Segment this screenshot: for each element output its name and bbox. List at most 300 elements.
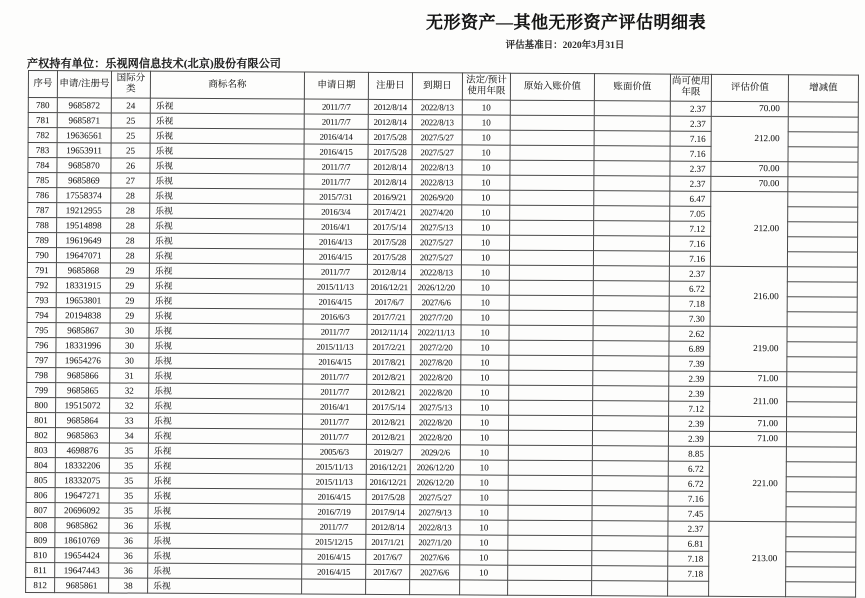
legal-years-cell: 10 — [460, 565, 508, 580]
book-value-cell — [593, 251, 669, 266]
trademark-name-cell: 乐视 — [149, 308, 303, 324]
appraised-value-cell: 70.00 — [711, 161, 788, 176]
legal-years-cell: 10 — [461, 370, 509, 385]
apply-date-cell: 2015/11/13 — [303, 279, 367, 294]
seq-cell: 780 — [28, 98, 57, 113]
original-value-cell — [508, 475, 592, 490]
seq-cell: 791 — [27, 262, 56, 277]
intl-class-cell: 24 — [111, 98, 150, 113]
book-value-cell — [594, 101, 670, 116]
remaining-years-cell: 2.39 — [669, 371, 710, 386]
intl-class-cell: 25 — [111, 128, 150, 143]
apply-date-cell: 2005/6/3 — [302, 444, 366, 459]
seq-cell: 788 — [28, 218, 57, 233]
intl-class-cell: 38 — [109, 578, 148, 593]
original-value-cell — [510, 235, 594, 250]
delta-value-cell — [787, 387, 857, 402]
expiry-date-cell: 2027/2/20 — [411, 340, 461, 355]
delta-value-cell — [788, 117, 858, 132]
register-date-cell: 2012/8/21 — [367, 384, 411, 399]
trademark-name-cell: 乐视 — [150, 113, 304, 129]
book-value-cell — [593, 311, 669, 326]
register-date-cell: 2012/8/21 — [367, 369, 411, 384]
original-value-cell — [509, 310, 593, 325]
apply-date-cell: 2016/4/15 — [302, 549, 366, 564]
seq-cell: 812 — [26, 577, 55, 592]
seq-cell: 783 — [28, 143, 57, 158]
delta-value-cell — [787, 267, 857, 282]
delta-value-cell — [788, 192, 858, 207]
legal-years-cell: 10 — [460, 550, 508, 565]
reg-no-cell: 4698876 — [55, 443, 109, 458]
apply-date-cell: 2016/4/1 — [303, 399, 367, 414]
seq-cell: 810 — [26, 547, 55, 562]
trademark-name-cell: 乐视 — [149, 353, 303, 369]
trademark-name-cell: 乐视 — [150, 128, 304, 144]
expiry-date-cell: 2027/6/6 — [410, 550, 460, 565]
expiry-date-cell: 2022/8/20 — [411, 385, 461, 400]
original-value-cell — [510, 190, 594, 205]
apply-date-cell: 2011/7/7 — [302, 429, 366, 444]
expiry-date-cell: 2022/8/13 — [412, 160, 462, 175]
original-value-cell — [509, 325, 593, 340]
appraised-value-cell: 216.00 — [710, 266, 787, 326]
apply-date-cell: 2011/7/7 — [302, 519, 366, 534]
expiry-date-cell: 2022/8/20 — [411, 370, 461, 385]
seq-cell: 796 — [27, 337, 56, 352]
original-value-cell — [508, 550, 592, 565]
delta-value-cell — [788, 102, 858, 117]
original-value-cell — [509, 355, 593, 370]
trademark-name-cell: 乐视 — [150, 233, 304, 249]
reg-no-cell: 18331996 — [56, 338, 110, 353]
remaining-years-cell: 7.18 — [668, 551, 709, 566]
legal-years-cell: 10 — [460, 415, 508, 430]
apply-date-cell: 2011/7/7 — [304, 174, 368, 189]
trademark-name-cell: 乐视 — [148, 473, 302, 489]
appraised-value-cell: 70.00 — [711, 176, 788, 191]
intl-class-cell: 35 — [109, 443, 148, 458]
register-date-cell: 2016/12/21 — [366, 459, 410, 474]
intl-class-cell: 28 — [111, 233, 150, 248]
original-value-cell — [509, 370, 593, 385]
trademark-name-cell: 乐视 — [148, 488, 302, 504]
reg-no-cell: 19647271 — [55, 488, 109, 503]
delta-value-cell — [786, 522, 856, 537]
appraised-value-cell: 71.00 — [710, 371, 787, 386]
remaining-years-cell: 2.37 — [670, 176, 711, 191]
register-date-cell: 2012/8/14 — [366, 519, 410, 534]
apply-date-cell: 2011/7/7 — [304, 159, 368, 174]
register-date-cell: 2016/12/21 — [367, 279, 411, 294]
original-value-cell — [510, 115, 594, 130]
reg-no-cell: 9685871 — [57, 113, 111, 128]
legal-years-cell: 10 — [462, 115, 510, 130]
seq-cell: 805 — [26, 472, 55, 487]
reg-no-cell: 9685863 — [55, 428, 109, 443]
original-value-cell — [510, 205, 594, 220]
remaining-years-cell: 6.72 — [668, 476, 709, 491]
delta-value-cell — [786, 477, 856, 492]
register-date-cell: 2017/5/14 — [368, 219, 412, 234]
header-trademark-name: 商标名称 — [150, 71, 304, 99]
delta-value-cell — [787, 327, 857, 342]
register-date-cell: 2017/8/21 — [367, 354, 411, 369]
register-date-cell — [366, 579, 410, 594]
intl-class-cell: 29 — [110, 263, 149, 278]
trademark-name-cell: 乐视 — [149, 383, 303, 399]
appraised-value-cell: 212.00 — [711, 116, 788, 161]
intl-class-cell: 35 — [109, 488, 148, 503]
remaining-years-cell: 2.37 — [670, 116, 711, 131]
original-value-cell — [508, 445, 592, 460]
remaining-years-cell: 7.05 — [670, 206, 711, 221]
apply-date-cell: 2016/4/14 — [304, 129, 368, 144]
intl-class-cell: 36 — [109, 548, 148, 563]
header-delta: 增减值 — [788, 75, 858, 102]
trademark-name-cell: 乐视 — [150, 98, 304, 114]
register-date-cell: 2012/8/14 — [368, 159, 412, 174]
legal-years-cell: 10 — [461, 340, 509, 355]
register-date-cell: 2012/8/14 — [368, 99, 412, 114]
expiry-date-cell: 2026/12/20 — [410, 460, 460, 475]
header-remaining-years: 尚可使用年限 — [670, 74, 711, 101]
reg-no-cell: 19654276 — [56, 353, 110, 368]
original-value-cell — [510, 160, 594, 175]
expiry-date-cell: 2022/8/13 — [410, 520, 460, 535]
expiry-date-cell: 2027/5/27 — [412, 235, 462, 250]
book-value-cell — [592, 491, 668, 506]
original-value-cell — [510, 175, 594, 190]
apply-date-cell: 2015/7/31 — [304, 189, 368, 204]
seq-cell: 792 — [27, 277, 56, 292]
reg-no-cell: 19514898 — [57, 218, 111, 233]
legal-years-cell: 10 — [462, 100, 510, 115]
trademark-name-cell: 乐视 — [150, 188, 304, 204]
remaining-years-cell: 8.85 — [668, 446, 709, 461]
remaining-years-cell: 7.39 — [669, 356, 710, 371]
intl-class-cell: 32 — [110, 398, 149, 413]
book-value-cell — [592, 476, 668, 491]
book-value-cell — [592, 521, 668, 536]
seq-cell: 793 — [27, 292, 56, 307]
legal-years-cell: 10 — [460, 520, 508, 535]
legal-years-cell: 10 — [462, 205, 510, 220]
header-legal-years: 法定/预计使用年限 — [462, 73, 510, 100]
legal-years-cell: 10 — [460, 490, 508, 505]
reg-no-cell: 9685864 — [56, 413, 110, 428]
legal-years-cell: 10 — [461, 295, 509, 310]
legal-years-cell: 10 — [460, 460, 508, 475]
reg-no-cell: 19619649 — [57, 233, 111, 248]
register-date-cell: 2016/9/21 — [368, 189, 412, 204]
seq-cell: 795 — [27, 322, 56, 337]
trademark-name-cell: 乐视 — [149, 338, 303, 354]
original-value-cell — [509, 400, 593, 415]
apply-date-cell: 2016/6/3 — [303, 309, 367, 324]
register-date-cell: 2017/5/28 — [368, 129, 412, 144]
delta-value-cell — [786, 507, 856, 522]
intl-class-cell: 36 — [109, 533, 148, 548]
expiry-date-cell: 2027/6/6 — [411, 295, 461, 310]
appraised-value-cell: 221.00 — [709, 446, 786, 521]
book-value-cell — [594, 176, 670, 191]
delta-value-cell — [786, 537, 856, 552]
book-value-cell — [592, 461, 668, 476]
reg-no-cell: 18331915 — [56, 278, 110, 293]
appraised-value-cell: 70.00 — [711, 101, 788, 116]
legal-years-cell: 10 — [462, 175, 510, 190]
header-reg-no: 申请/注册号 — [57, 71, 111, 98]
register-date-cell: 2017/6/7 — [366, 564, 410, 579]
trademark-name-cell: 乐视 — [149, 248, 303, 264]
apply-date-cell: 2016/4/13 — [304, 234, 368, 249]
apply-date-cell: 2015/11/13 — [303, 339, 367, 354]
seq-cell: 794 — [27, 307, 56, 322]
reg-no-cell: 18610769 — [55, 533, 109, 548]
intl-class-cell: 28 — [111, 218, 150, 233]
book-value-cell — [593, 281, 669, 296]
book-value-cell — [592, 566, 668, 581]
reg-no-cell: 19653801 — [56, 293, 110, 308]
property-holder-line: 产权持有单位：乐视网信息技术(北京)股份有限公司 — [27, 58, 282, 70]
trademark-name-cell: 乐视 — [148, 563, 302, 579]
expiry-date-cell: 2029/2/6 — [410, 445, 460, 460]
valuation-base-date: 评估基准日：2020年3月31日 — [505, 41, 625, 51]
remaining-years-cell: 7.16 — [669, 236, 710, 251]
remaining-years-cell: 2.39 — [668, 416, 709, 431]
legal-years-cell: 10 — [460, 535, 508, 550]
book-value-cell — [594, 206, 670, 221]
remaining-years-cell: 2.37 — [668, 521, 709, 536]
original-value-cell — [509, 265, 593, 280]
expiry-date-cell: 2022/11/13 — [411, 325, 461, 340]
appraised-value-cell: 211.00 — [710, 386, 787, 416]
seq-cell: 800 — [27, 397, 56, 412]
delta-value-cell — [787, 312, 857, 327]
book-value-cell — [592, 581, 668, 596]
apply-date-cell: 2011/7/7 — [304, 99, 368, 114]
expiry-date-cell: 2027/8/20 — [411, 355, 461, 370]
delta-value-cell — [787, 252, 857, 267]
reg-no-cell: 9685870 — [57, 158, 111, 173]
appraised-value-cell: 213.00 — [709, 521, 786, 596]
intl-class-cell: 28 — [111, 203, 150, 218]
expiry-date-cell: 2027/5/27 — [411, 250, 461, 265]
legal-years-cell: 10 — [462, 160, 510, 175]
delta-value-cell — [786, 492, 856, 507]
trademark-name-cell: 乐视 — [149, 323, 303, 339]
reg-no-cell: 9685861 — [55, 578, 109, 593]
delta-value-cell — [787, 342, 857, 357]
intl-class-cell: 34 — [109, 428, 148, 443]
original-value-cell — [508, 580, 592, 595]
legal-years-cell: 10 — [462, 190, 510, 205]
delta-value-cell — [786, 432, 856, 447]
register-date-cell: 2017/1/21 — [366, 534, 410, 549]
remaining-years-cell: 7.16 — [669, 251, 710, 266]
trademark-name-cell: 乐视 — [148, 578, 302, 594]
remaining-years-cell: 7.12 — [669, 401, 710, 416]
intl-class-cell: 36 — [109, 518, 148, 533]
intl-class-cell: 30 — [110, 323, 149, 338]
intl-class-cell: 27 — [111, 173, 150, 188]
reg-no-cell: 9685869 — [57, 173, 111, 188]
original-value-cell — [509, 340, 593, 355]
reg-no-cell: 17558374 — [57, 188, 111, 203]
original-value-cell — [509, 250, 593, 265]
legal-years-cell: 10 — [461, 265, 509, 280]
reg-no-cell: 19515072 — [56, 398, 110, 413]
register-date-cell: 2012/8/14 — [368, 174, 412, 189]
remaining-years-cell: 2.62 — [669, 326, 710, 341]
apply-date-cell: 2016/7/19 — [302, 504, 366, 519]
seq-cell: 804 — [26, 457, 55, 472]
appraised-value-cell: 219.00 — [710, 326, 787, 371]
reg-no-cell: 20696092 — [55, 503, 109, 518]
header-register-date: 注册日 — [368, 72, 412, 99]
legal-years-cell: 10 — [461, 325, 509, 340]
book-value-cell — [592, 416, 668, 431]
apply-date-cell: 2015/12/15 — [302, 534, 366, 549]
register-date-cell: 2017/9/14 — [366, 504, 410, 519]
intl-class-cell: 31 — [110, 368, 149, 383]
intl-class-cell: 28 — [111, 188, 150, 203]
register-date-cell: 2017/6/7 — [366, 549, 410, 564]
delta-value-cell — [787, 297, 857, 312]
seq-cell: 785 — [28, 173, 57, 188]
delta-value-cell — [786, 567, 856, 582]
apply-date-cell: 2011/7/7 — [303, 384, 367, 399]
reg-no-cell: 19654424 — [55, 548, 109, 563]
trademark-name-cell: 乐视 — [148, 443, 302, 459]
book-value-cell — [593, 341, 669, 356]
remaining-years-cell: 6.72 — [668, 461, 709, 476]
seq-cell: 807 — [26, 502, 55, 517]
expiry-date-cell: 2027/5/27 — [412, 130, 462, 145]
delta-value-cell — [788, 162, 858, 177]
apply-date-cell: 2016/4/15 — [303, 294, 367, 309]
seq-cell: 811 — [26, 562, 55, 577]
table-body — [26, 98, 859, 598]
page-title: 无形资产—其他无形资产评估明细表 — [426, 13, 706, 32]
apply-date-cell: 2016/4/15 — [304, 144, 368, 159]
trademark-name-cell: 乐视 — [148, 428, 302, 444]
header-expiry-date: 到期日 — [412, 73, 462, 100]
trademark-name-cell: 乐视 — [149, 368, 303, 384]
register-date-cell: 2017/4/21 — [368, 204, 412, 219]
original-value-cell — [508, 520, 592, 535]
header-apply-date: 申请日期 — [304, 72, 368, 99]
register-date-cell: 2017/5/28 — [368, 234, 412, 249]
legal-years-cell: 10 — [461, 280, 509, 295]
legal-years-cell: 10 — [460, 445, 508, 460]
book-value-cell — [594, 116, 670, 131]
remaining-years-cell: 2.39 — [668, 431, 709, 446]
intl-class-cell: 30 — [110, 353, 149, 368]
apply-date-cell: 2016/3/4 — [304, 204, 368, 219]
original-value-cell — [509, 280, 593, 295]
intl-class-cell: 25 — [111, 113, 150, 128]
book-value-cell — [594, 146, 670, 161]
apply-date-cell: 2016/4/15 — [303, 354, 367, 369]
remaining-years-cell: 7.12 — [670, 221, 711, 236]
seq-cell: 801 — [27, 412, 56, 427]
delta-value-cell — [786, 582, 856, 597]
expiry-date-cell: 2027/5/13 — [411, 400, 461, 415]
apply-date-cell: 2011/7/7 — [304, 114, 368, 129]
delta-value-cell — [787, 402, 857, 417]
expiry-date-cell: 2022/8/13 — [412, 115, 462, 130]
book-value-cell — [593, 371, 669, 386]
original-value-cell — [509, 295, 593, 310]
original-value-cell — [508, 415, 592, 430]
intl-class-cell: 29 — [110, 293, 149, 308]
reg-no-cell: 19636561 — [57, 128, 111, 143]
seq-cell: 782 — [28, 128, 57, 143]
reg-no-cell: 20194838 — [56, 308, 110, 323]
legal-years-cell: 10 — [462, 145, 510, 160]
remaining-years-cell: 6.81 — [668, 536, 709, 551]
remaining-years-cell: 7.18 — [669, 296, 710, 311]
expiry-date-cell: 2022/8/13 — [412, 175, 462, 190]
remaining-years-cell — [668, 581, 709, 596]
remaining-years-cell: 6.72 — [669, 281, 710, 296]
trademark-name-cell: 乐视 — [149, 413, 303, 429]
delta-value-cell — [788, 132, 858, 147]
legal-years-cell: 10 — [462, 220, 510, 235]
seq-cell: 809 — [26, 532, 55, 547]
book-value-cell — [594, 161, 670, 176]
remaining-years-cell: 7.30 — [669, 311, 710, 326]
trademark-name-cell: 乐视 — [148, 503, 302, 519]
apply-date-cell: 2011/7/7 — [303, 369, 367, 384]
delta-value-cell — [786, 447, 856, 462]
remaining-years-cell: 7.16 — [670, 146, 711, 161]
book-value-cell — [594, 221, 670, 236]
register-date-cell: 2012/8/21 — [366, 429, 410, 444]
seq-cell: 797 — [27, 352, 56, 367]
seq-cell: 802 — [26, 427, 55, 442]
book-value-cell — [593, 266, 669, 281]
reg-no-cell: 19647071 — [56, 248, 110, 263]
register-date-cell: 2017/5/14 — [367, 399, 411, 414]
expiry-date-cell: 2027/6/6 — [410, 565, 460, 580]
trademark-name-cell: 乐视 — [149, 293, 303, 309]
delta-value-cell — [788, 177, 858, 192]
intl-class-cell: 29 — [110, 308, 149, 323]
reg-no-cell: 18332075 — [55, 473, 109, 488]
reg-no-cell: 19212955 — [57, 203, 111, 218]
legal-years-cell: 10 — [462, 130, 510, 145]
expiry-date-cell: 2026/12/20 — [410, 475, 460, 490]
intl-class-cell: 35 — [109, 503, 148, 518]
remaining-years-cell: 7.16 — [668, 491, 709, 506]
expiry-date-cell: 2027/9/13 — [410, 505, 460, 520]
trademark-name-cell: 乐视 — [150, 143, 304, 159]
reg-no-cell: 9685862 — [55, 518, 109, 533]
original-value-cell — [510, 130, 594, 145]
delta-value-cell — [786, 462, 856, 477]
register-date-cell: 2017/7/21 — [367, 309, 411, 324]
intl-class-cell: 36 — [109, 563, 148, 578]
register-date-cell: 2012/8/14 — [367, 264, 411, 279]
reg-no-cell: 9685868 — [56, 263, 110, 278]
seq-cell: 784 — [28, 158, 57, 173]
book-value-cell — [594, 191, 670, 206]
expiry-date-cell: 2027/5/27 — [410, 490, 460, 505]
seq-cell: 803 — [26, 442, 55, 457]
